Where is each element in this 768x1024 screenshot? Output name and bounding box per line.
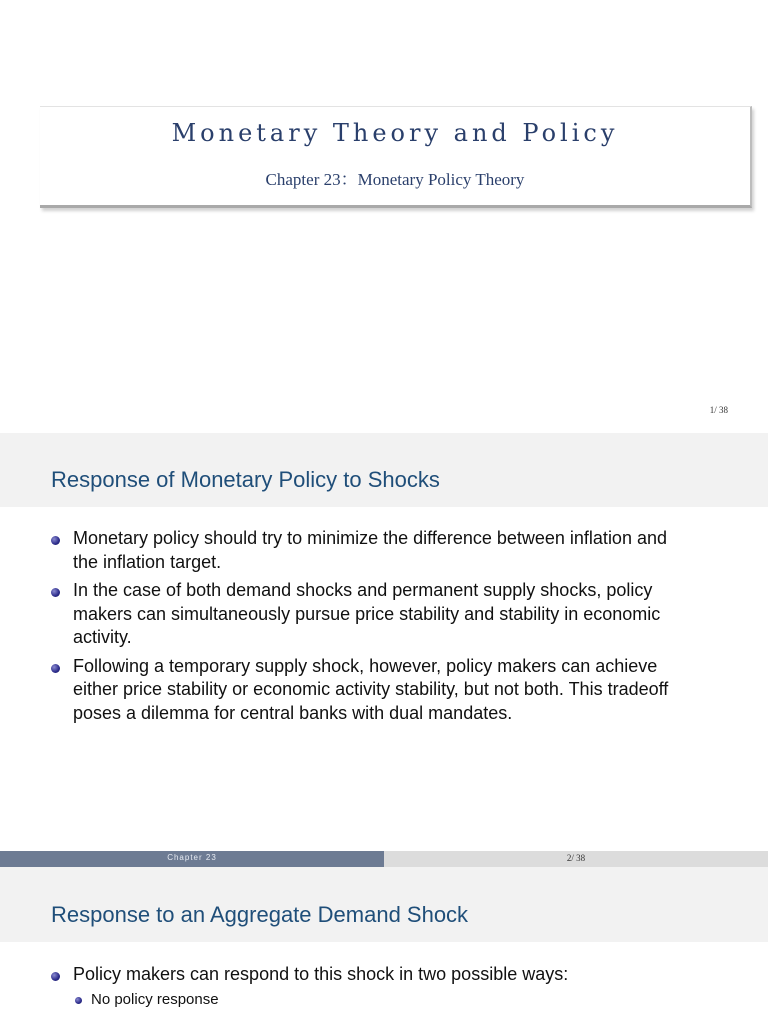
deck-title: Monetary Theory and Policy	[171, 119, 619, 147]
page-number: 1/ 38	[709, 405, 728, 415]
list-item	[50, 963, 730, 1010]
slide-header	[0, 433, 768, 507]
bullet-text: In the case of both demand shocks and permanent supply shocks, policy makers can simultaneously pursue price stability and stability in economic activity.	[73, 580, 661, 647]
bullet-icon	[75, 997, 82, 1004]
bullet-text: Following a temporary supply shock, however, policy makers can achieve either price stability or economic activity stability, but not both. This tradeoff poses a dilemma for central banks with dual mandates.	[73, 655, 669, 723]
page-number: 2/ 38	[566, 853, 586, 863]
title-box	[40, 106, 752, 208]
deck-subtitle: Chapter 23：Monetary Policy Theory	[265, 170, 525, 189]
slide-footer	[0, 851, 768, 867]
list-item	[50, 655, 690, 726]
bullet-icon	[51, 588, 60, 597]
bullet-text: Policy makers can respond to this shock in two possible ways:	[73, 964, 569, 984]
slide-demand-shock	[0, 867, 768, 1024]
sub-bullet-list	[73, 990, 730, 1010]
slide-title: Response to an Aggregate Demand Shock	[51, 902, 469, 927]
bullet-list	[50, 963, 730, 1010]
sub-list-item	[73, 990, 730, 1010]
bullet-list	[50, 527, 690, 730]
list-item	[50, 527, 690, 574]
footer-chapter-label: Chapter 23	[167, 853, 217, 862]
bullet-icon	[51, 536, 60, 545]
list-item	[50, 579, 690, 650]
bullet-text: Monetary policy should try to minimize the difference between inflation and the inflation target.	[73, 528, 667, 572]
title-slide	[0, 0, 768, 433]
bullet-icon	[51, 664, 60, 673]
slide-title: Response of Monetary Policy to Shocks	[51, 467, 440, 492]
sub-bullet-text: No policy response	[91, 991, 219, 1008]
bullet-icon	[51, 972, 60, 981]
slide-response-of-policy	[0, 433, 768, 867]
slide-header	[0, 867, 768, 942]
